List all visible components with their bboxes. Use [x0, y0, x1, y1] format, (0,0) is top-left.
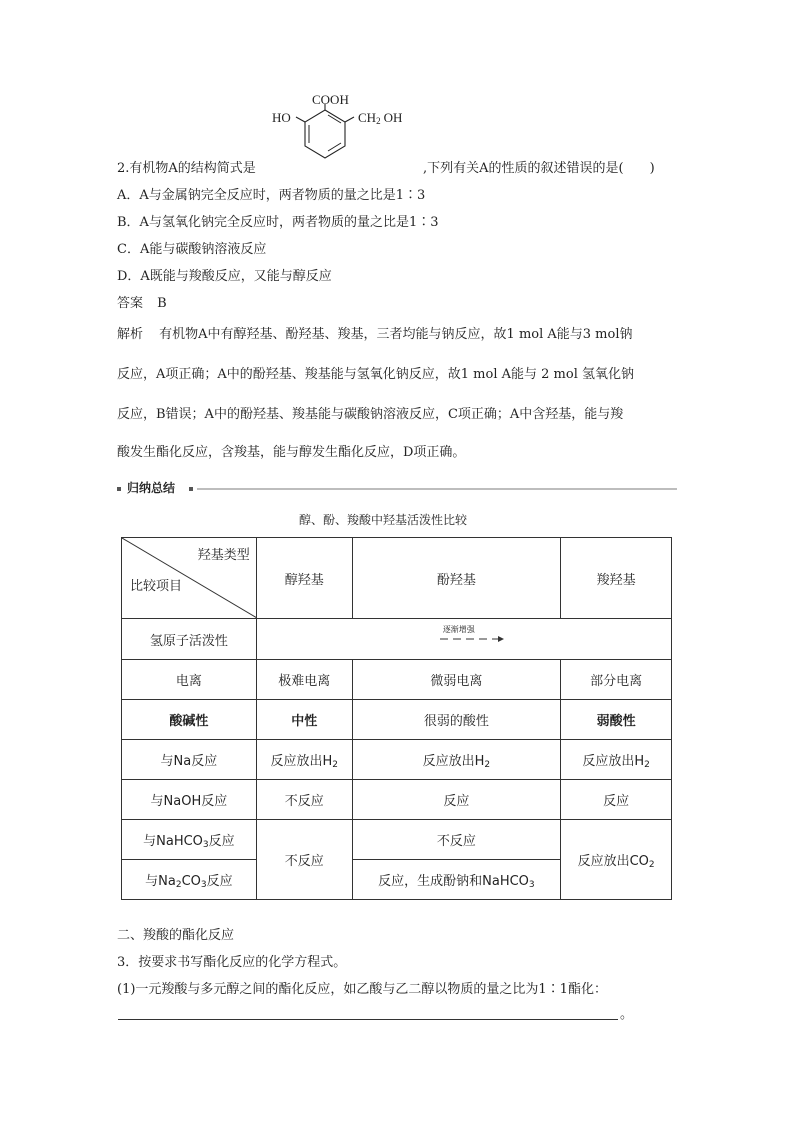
answer-label: 答案	[117, 296, 144, 311]
question-3-1: (1)一元羧酸与多元醇之间的酯化反应，如乙酸与乙二醇以物质的量之比为1∶1酯化：	[117, 982, 607, 997]
arrow-caption: 逐渐增强	[442, 625, 475, 634]
row-label-naoh: 与NaOH反应	[122, 780, 257, 820]
answer-value: B	[157, 296, 167, 311]
analysis-label: 解析	[117, 327, 144, 342]
row-label-na: 与Na反应	[122, 740, 257, 780]
table-cell: 反应	[352, 780, 561, 820]
answer-row	[117, 297, 167, 310]
analysis-line-1: 解析 有机物A中有醇羟基、酚羟基、羧基，三者均能与钠反应，故1 mol A能与3 mol钠	[117, 327, 633, 342]
table-cell-merged: 反应放出$CO_2$	[561, 820, 672, 900]
right-arrow-icon	[440, 635, 504, 643]
table-cell: 不反应	[256, 780, 352, 820]
table-header-row	[122, 538, 672, 619]
header-phenol: 酚羟基	[352, 538, 561, 619]
table-row	[122, 619, 672, 660]
hydroxyl-activity-table	[121, 537, 672, 900]
question-2-stem-start: 2.有机物A的结构简式是	[117, 161, 256, 176]
summary-heading-bar	[117, 482, 677, 496]
question-2-stem-end: ,下列有关A的性质的叙述错误的是( )	[423, 161, 655, 176]
row-label-ionization: 电离	[122, 660, 257, 700]
table-cell: 反应，生成酚钠和NaHCO$_3$	[352, 860, 561, 900]
line-end-period: 。	[620, 1007, 634, 1022]
header-carboxyl: 羧羟基	[561, 538, 672, 619]
row-label-acidity: 酸碱性	[122, 700, 257, 740]
table-cell: 中性	[256, 700, 352, 740]
table-row	[122, 700, 672, 740]
diag-top-label: 羟基类型	[197, 548, 250, 563]
diagonal-header-cell	[122, 538, 257, 619]
table-row	[122, 660, 672, 700]
analysis-line-3: 反应，B错误；A中的酚羟基、羧基能与碳酸钠溶液反应，C项正确；A中含羟基，能与羧	[117, 407, 624, 422]
summary-heading: 归纳总结	[127, 481, 176, 495]
analysis-line-4: 酸发生酯化反应，含羧基，能与醇发生酯化反应，D项正确。	[117, 445, 466, 460]
table-cell-merged: 不反应	[256, 820, 352, 900]
section-2-heading: 二、羧酸的酯化反应	[117, 928, 235, 943]
header-alcohol: 醇羟基	[256, 538, 352, 619]
table-row	[122, 820, 672, 860]
diag-bottom-label: 比较项目	[130, 579, 183, 594]
table-cell: 反应放出$H_2$	[256, 740, 352, 780]
table-cell: 反应放出$H_2$	[561, 740, 672, 780]
row-label-h-activity: 氢原子活泼性	[122, 619, 257, 660]
table-cell: 很弱的酸性	[352, 700, 561, 740]
option-a: A．A与金属钠完全反应时，两者物质的量之比是1∶3	[117, 188, 426, 203]
option-c: C．A能与碳酸钠溶液反应	[117, 242, 267, 257]
structural-formula	[258, 92, 428, 170]
table-cell: 部分电离	[561, 660, 672, 700]
bullet-square-icon	[189, 487, 193, 491]
ch2oh-group-label: $CH_2$ OH	[358, 110, 403, 126]
table-row	[122, 780, 672, 820]
cooh-group-label: COOH	[312, 92, 349, 107]
row-label-na2co3: 与$Na_2CO_3$反应	[122, 860, 257, 900]
table-cell: 不反应	[352, 820, 561, 860]
option-d: D．A既能与羧酸反应，又能与醇反应	[117, 269, 332, 284]
table-cell: 极难电离	[256, 660, 352, 700]
table-cell: 微弱电离	[352, 660, 561, 700]
question-3: 3．按要求书写酯化反应的化学方程式。	[117, 955, 347, 970]
table-row	[122, 740, 672, 780]
table-cell: 反应	[561, 780, 672, 820]
answer-blank-line	[118, 1019, 618, 1020]
ho-group-label: HO	[272, 110, 291, 125]
analysis-line-2: 反应，A项正确；A中的酚羟基、羧基能与氢氧化钠反应，故1 mol A能与 2 mol 氢氧化钠	[117, 367, 634, 382]
option-b: B．A与氢氧化钠完全反应时，两者物质的量之比是1∶3	[117, 215, 439, 230]
table-cell: 反应放出$H_2$	[352, 740, 561, 780]
table-cell: 弱酸性	[561, 700, 672, 740]
heading-divider	[197, 488, 677, 490]
bullet-square-icon	[117, 487, 121, 491]
activity-arrow-cell	[256, 619, 671, 660]
table-title: 醇、酚、羧酸中羟基活泼性比较	[299, 513, 468, 527]
row-label-nahco3: 与NaHCO$_3$反应	[122, 820, 257, 860]
